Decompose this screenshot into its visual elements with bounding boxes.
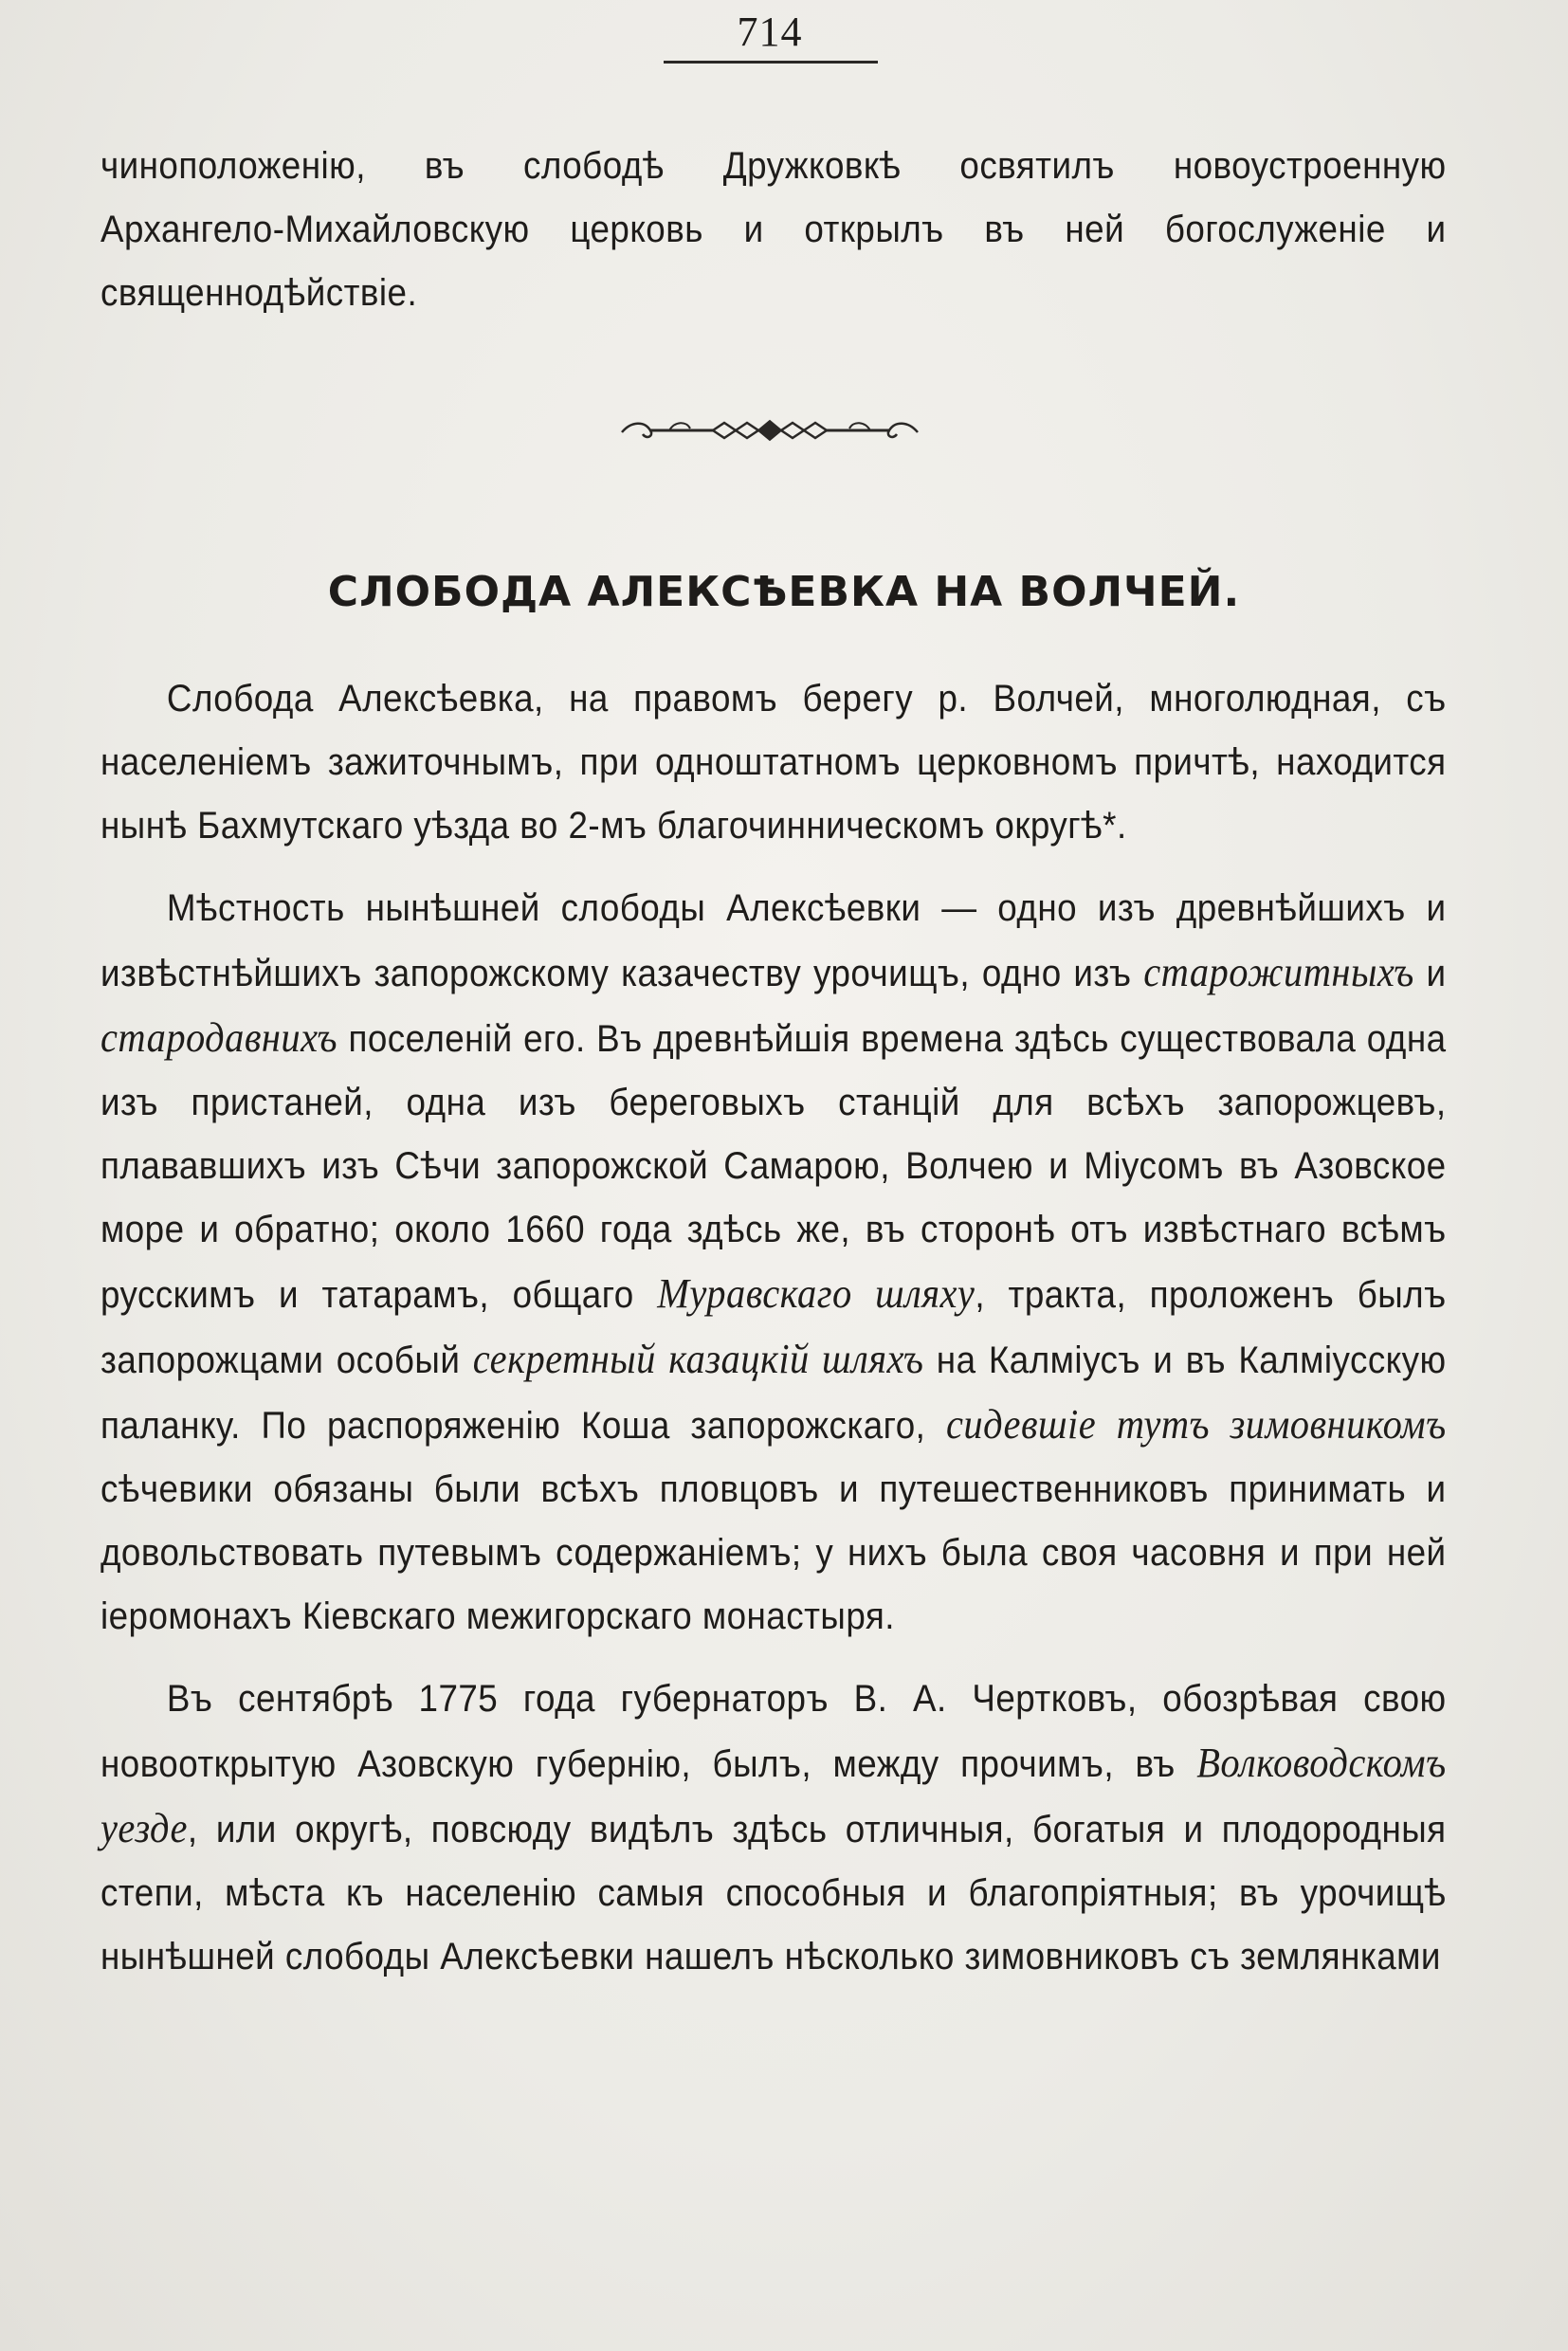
intro-line-3: священнодѣйствіе. — [100, 272, 418, 314]
intro-paragraph — [100, 135, 1447, 325]
paragraph-2 — [100, 877, 1447, 1649]
intro-line-1: чиноположенію, въ слободѣ Дружковкѣ освятилъ новоустроенную — [100, 145, 1447, 187]
paragraph-3 — [100, 1668, 1447, 1989]
paragraph-2-segment: и — [1413, 953, 1447, 994]
header-rule — [664, 61, 878, 64]
paragraph-2-segment: Мѣстность нынѣшней слободы Алексѣевки — одно изъ древнѣйшихъ и извѣстнѣйшихъ запорожскому казачеству урочищъ, одно изъ — [100, 887, 1447, 994]
decorative-flourish-icon — [618, 411, 921, 446]
emphasis-text: сидевшіе тутъ зимовникомъ — [945, 1401, 1447, 1448]
intro-text — [100, 135, 1447, 325]
emphasis-text: стародавнихъ — [100, 1014, 337, 1061]
main-text — [100, 667, 1447, 1989]
paragraph-3-segment: , или округѣ, повсюду видѣлъ здѣсь отличныя, богатыя и плодородныя степи, мѣста къ населенію самыя способныя и благопріятныя; въ урочищѣ нынѣшней слободы Алексѣевки нашелъ нѣсколько зимовниковъ съ землянками — [100, 1809, 1447, 1977]
paragraph-2-segment: , тракта, проложенъ былъ запорожцами особый — [100, 1274, 1447, 1381]
emphasis-text: старожитныхъ — [1143, 949, 1414, 995]
paragraph-2-segment: на Калміусъ и въ Калміусскую паланку. По распоряженію Коша запорожскаго, — [100, 1340, 1447, 1447]
paragraph-2-segment: поселеній его. Въ древнѣйшія времена здѣсь существовала одна изъ пристаней, одна изъ береговыхъ станцій для всѣхъ запорожцевъ, плававшихъ изъ Сѣчи запорожской Самарою, Волчею и Міусомъ въ Азовское море и обратно; около 1660 года здѣсь же, въ сторонѣ отъ извѣстнаго всѣмъ русскимъ и татарамъ, общаго — [100, 1018, 1447, 1316]
paragraph-3-segment: Въ сентябрѣ 1775 года губернаторъ В. А. Чертковъ, обозрѣвая свою новооткрытую Азовскую губернію, былъ, между прочимъ, въ — [100, 1678, 1447, 1785]
section-title: СЛОБОДА АЛЕКСѢЕВКА НА ВОЛЧЕЙ. — [327, 568, 1241, 616]
emphasis-text: секретный казацкій шляхъ — [472, 1336, 924, 1382]
emphasis-text: Муравскаго шляху — [657, 1270, 975, 1317]
emphasis-text: Волководскомъ уезде — [100, 1740, 1447, 1851]
paragraph-1: Слобода Алексѣевка, на правомъ берегу р. Волчей, многолюдная, съ населеніемъ зажиточнымъ, при одноштатномъ церковномъ причтѣ, находится нынѣ Бахмутскаго уѣзда во 2-мъ благочинническомъ округѣ*. — [100, 678, 1447, 847]
intro-line-2: Архангело-Михайловскую церковь и открылъ въ ней богослуженіе и — [100, 209, 1447, 250]
paragraph-2-segment: сѣчевики обязаны были всѣхъ пловцовъ и путешественниковъ принимать и довольствовать путевымъ содержаніемъ; у нихъ была своя часовня и при ней іеромонахъ Кіевскаго межигорскаго монастыря. — [100, 1468, 1447, 1637]
page-number: 714 — [737, 9, 803, 55]
